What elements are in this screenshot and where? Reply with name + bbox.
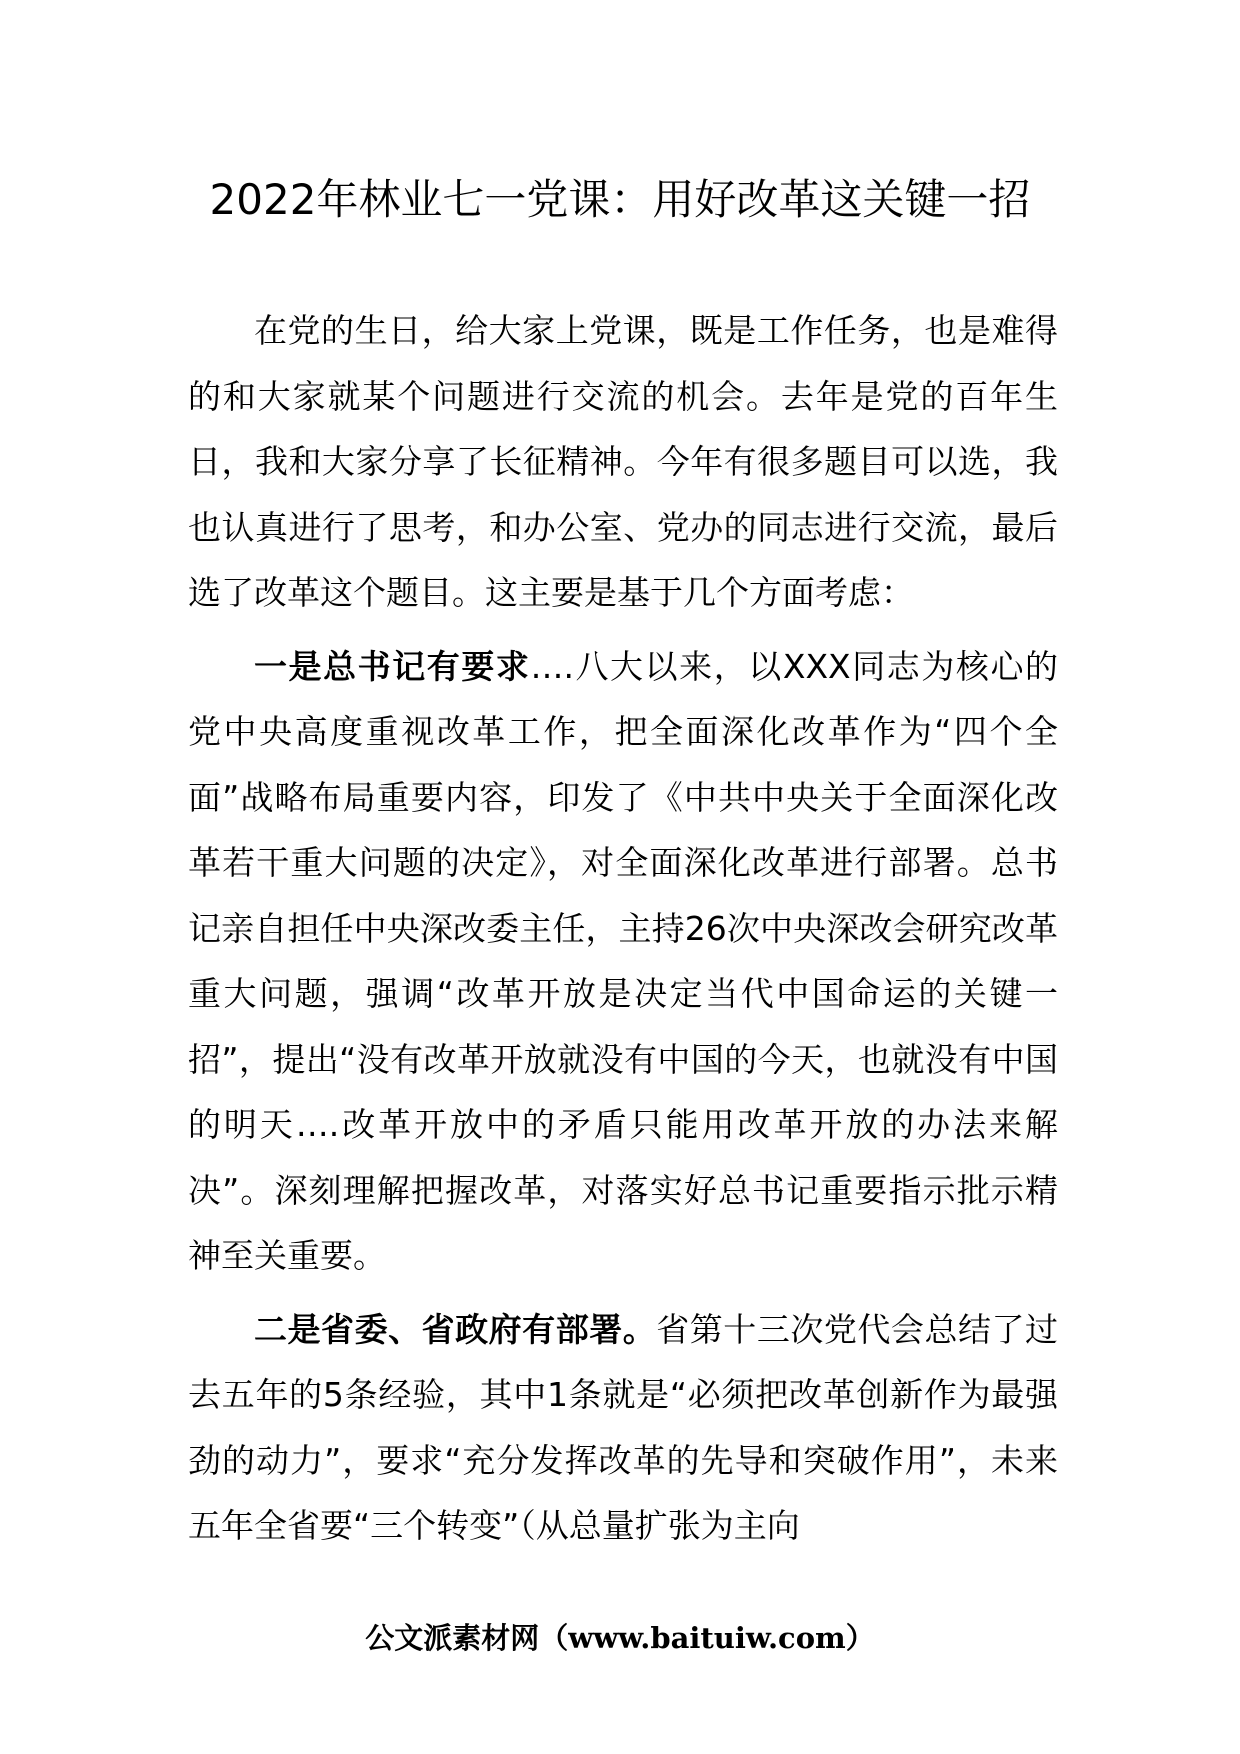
footer-source: 公文派素材网（www.baituiw.com） [365, 1621, 875, 1655]
paragraph-text: 省第十三次党代会总结了过去五年的5条经验，其中1条就是“必须把改革创新作为最强劲的动力”，要求“充分发挥改革的先导和突破作用”，未来五年全省要“三个转变”（从总量扩张为主向 [188, 1309, 1059, 1545]
paragraph-point-one [188, 634, 1058, 1289]
paragraph-lead: 二是省委、省政府有部署。 [254, 1309, 657, 1349]
paragraph-text: 在党的生日，给大家上党课，既是工作任务，也是难得的和大家就某个问题进行交流的机会。去年是党的百年生日，我和大家分享了长征精神。今年有很多题目可以选，我也认真进行了思考，和办公室、党办的同志进行交流，最后选了改革这个题目。这主要是基于几个方面考虑： [188, 311, 1058, 612]
document-body [188, 298, 1058, 1559]
paragraph-intro [188, 298, 1058, 626]
paragraph-text: ….八大以来，以XXX同志为核心的党中央高度重视改革工作，把全面深化改革作为“四个全面”战略布局重要内容，印发了《中共中央关于全面深化改革若干重大问题的决定》，对全面深化改革进行部署。总书记亲自担任中央深改委主任，主持26次中央深改会研究改革重大问题，强调“改革开放是决定当代中国命运的关键一招”，提出“没有改革开放就没有中国的今天，也就没有中国的明天….改革开放中的矛盾只能用改革开放的办法来解决”。深刻理解把握改革，对落实好总书记重要指示批示精神至关重要。 [188, 646, 1058, 1275]
document-title: 2022年林业七一党课：用好改革这关键一招 [209, 175, 1031, 224]
paragraph-point-two [188, 1297, 1058, 1559]
paragraph-lead: 一是总书记有要求 [254, 646, 531, 686]
